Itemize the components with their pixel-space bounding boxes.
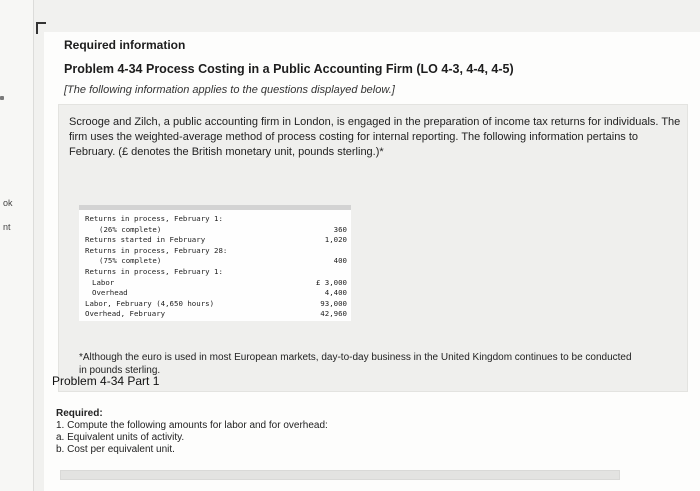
table-row bbox=[79, 278, 351, 288]
table-row-label: (75% complete) bbox=[99, 256, 162, 266]
problem-title: Problem 4-34 Process Costing in a Public Accounting Firm (LO 4-3, 4-4, 4-5) bbox=[64, 62, 514, 76]
sidebar-fragment-1[interactable]: ok bbox=[3, 198, 13, 208]
part-title: Problem 4-34 Part 1 bbox=[52, 374, 160, 388]
table-row-label: Overhead, February bbox=[85, 309, 166, 319]
required-section bbox=[56, 408, 328, 456]
table-row-value: 42,960 bbox=[320, 309, 347, 319]
table-row-value: 4,400 bbox=[324, 288, 347, 298]
table-row-label: Returns started in February bbox=[85, 235, 206, 245]
table-row bbox=[79, 299, 351, 309]
table-row bbox=[79, 288, 351, 298]
table-row bbox=[79, 267, 351, 277]
table-row-value: 360 bbox=[333, 224, 347, 234]
answer-tab-bar[interactable] bbox=[60, 470, 620, 480]
required-line-b: b. Cost per equivalent unit. bbox=[56, 444, 175, 455]
required-heading: Required: bbox=[56, 408, 103, 419]
required-line-1: 1. Compute the following amounts for labor and for overhead: bbox=[56, 420, 328, 431]
left-sidebar-strip bbox=[0, 0, 34, 491]
table-row-value: 400 bbox=[333, 256, 347, 266]
table-row-label: Returns in process, February 1: bbox=[85, 214, 223, 223]
table-row-label: Labor bbox=[92, 277, 115, 287]
table-row-value: £ 3,000 bbox=[315, 277, 347, 287]
question-panel bbox=[44, 32, 700, 491]
required-information-heading: Required information bbox=[64, 38, 186, 52]
required-line-a: a. Equivalent units of activity. bbox=[56, 432, 185, 443]
footnote: *Although the euro is used in most European markets, day-to-day business in the United Kingdom continues to be conducted in pounds sterling. bbox=[79, 352, 632, 376]
table-row bbox=[79, 246, 351, 256]
intro-note: [The following information applies to the questions displayed below.] bbox=[64, 84, 395, 96]
table-row-label: Returns in process, February 1: bbox=[85, 267, 223, 276]
table-row bbox=[79, 235, 351, 245]
table-row-label: Overhead bbox=[92, 288, 128, 298]
table-row-label: Returns in process, February 28: bbox=[85, 245, 228, 255]
data-table bbox=[79, 205, 351, 321]
table-row bbox=[79, 225, 351, 235]
table-row-label: (26% complete) bbox=[99, 224, 162, 234]
table-row-value: 1,020 bbox=[324, 235, 347, 245]
table-row-value: 93,000 bbox=[320, 298, 347, 308]
sidebar-fragment-2[interactable]: nt bbox=[3, 222, 11, 232]
table-row bbox=[79, 214, 351, 224]
scenario-box bbox=[58, 104, 688, 392]
scenario-text: Scrooge and Zilch, a public accounting firm in London, is engaged in the preparation of income tax returns for individuals. The firm uses the weighted-average method of process costing for internal reporting. The following information pertains to February. (£ denotes the British monetary unit, pounds sterling.)* bbox=[69, 116, 681, 158]
table-row bbox=[79, 256, 351, 266]
table-row bbox=[79, 309, 351, 319]
sidebar-marker bbox=[0, 96, 4, 100]
table-row-label: Labor, February (4,650 hours) bbox=[85, 298, 215, 308]
